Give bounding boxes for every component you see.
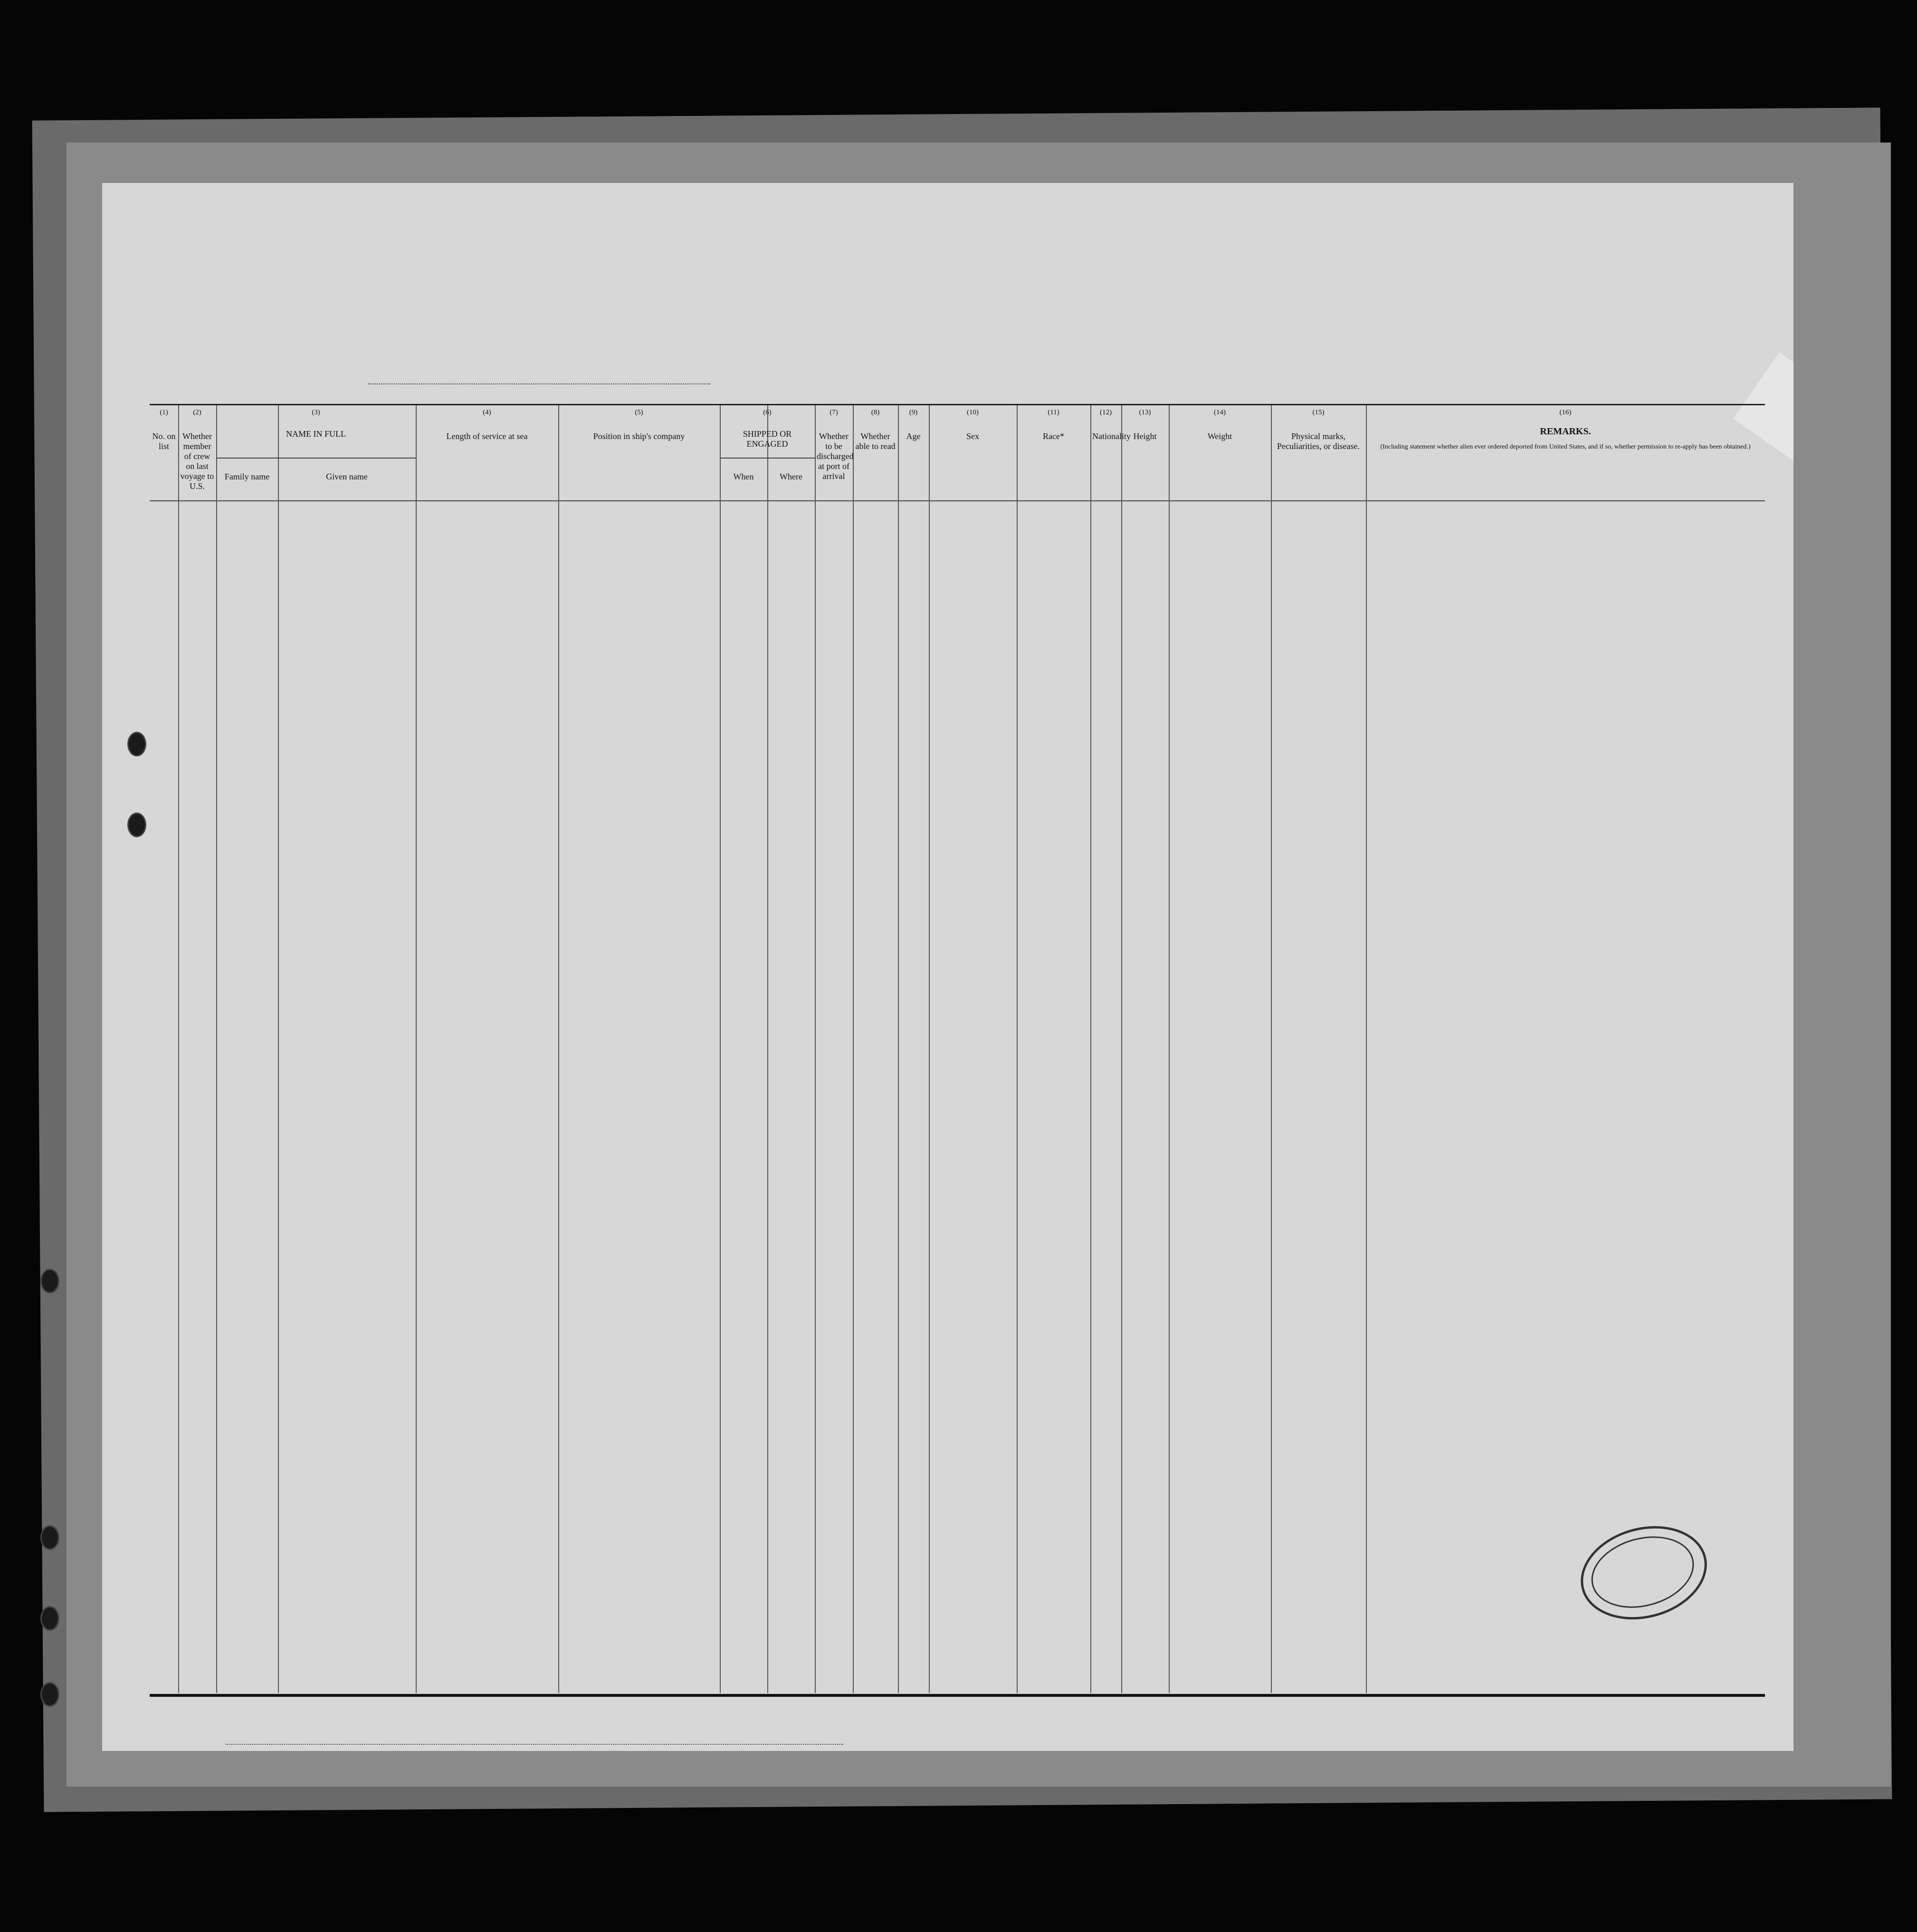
column-rule xyxy=(278,405,279,1693)
column-subheader: Family name xyxy=(224,472,270,481)
line-owners-underline xyxy=(226,1744,843,1745)
column-header: NAME IN FULL xyxy=(286,429,346,439)
column-number: (6) xyxy=(763,409,772,416)
column-rule xyxy=(1169,405,1170,1693)
binder-hole xyxy=(40,1269,59,1293)
column-rule xyxy=(1121,405,1122,1693)
column-number: (4) xyxy=(483,409,491,416)
column-header: Sex xyxy=(966,431,979,441)
column-subheader: When xyxy=(733,472,754,481)
column-number: (16) xyxy=(1559,409,1572,416)
column-number: (15) xyxy=(1312,409,1325,416)
column-number: (12) xyxy=(1100,409,1112,416)
column-header: Weight xyxy=(1207,431,1232,441)
column-header: Height xyxy=(1133,431,1157,441)
column-number: (8) xyxy=(871,409,880,416)
column-rule xyxy=(1090,405,1091,1693)
column-number: (5) xyxy=(635,409,643,416)
column-rule xyxy=(416,405,417,1693)
column-number: (3) xyxy=(312,409,320,416)
column-subheader: Given name xyxy=(326,472,368,481)
header-sub-rule xyxy=(216,458,416,459)
column-header: Physical marks, Peculiarities, or disease. xyxy=(1277,431,1360,451)
column-header: Whether able to read xyxy=(855,431,896,451)
column-number: (10) xyxy=(967,409,979,416)
column-header: REMARKS. xyxy=(1540,426,1591,437)
column-header: SHIPPED OR ENGAGED xyxy=(743,429,792,449)
column-header-note: (Including statement whether alien ever ordered deported from United States, and if so, whether permission to re-apply has been obtained.) xyxy=(1380,443,1751,450)
column-rule xyxy=(1271,405,1272,1693)
column-number: (1) xyxy=(160,409,168,416)
column-rule xyxy=(815,405,816,1693)
vessel-name-underline xyxy=(368,383,710,384)
column-header: Length of service at sea xyxy=(446,431,528,441)
column-header: No. on list xyxy=(152,431,176,451)
column-number: (2) xyxy=(193,409,201,416)
binder-hole xyxy=(40,1525,59,1550)
column-rule xyxy=(216,405,217,1693)
column-rule xyxy=(720,405,721,1693)
column-rule xyxy=(1017,405,1018,1693)
column-number: (7) xyxy=(830,409,838,416)
column-number: (11) xyxy=(1048,409,1059,416)
crew-manifest-table xyxy=(150,404,1765,1693)
column-rule xyxy=(767,405,768,1693)
manifest-page xyxy=(102,183,1793,1751)
column-rule xyxy=(853,405,854,1693)
column-header: Race* xyxy=(1043,431,1064,441)
column-rule xyxy=(929,405,930,1693)
header-bottom-rule xyxy=(150,500,1765,501)
column-number: (9) xyxy=(909,409,918,416)
column-header: Age xyxy=(906,431,921,441)
binder-hole xyxy=(127,813,146,837)
binder-hole xyxy=(127,732,146,756)
column-number: (14) xyxy=(1214,409,1226,416)
column-header: Position in ship's company xyxy=(593,431,685,441)
column-rule xyxy=(1366,405,1367,1693)
binder-hole xyxy=(40,1606,59,1631)
column-rule xyxy=(898,405,899,1693)
column-subheader: Where xyxy=(780,472,802,481)
column-header: Nationality xyxy=(1092,431,1131,441)
vessel-info-row xyxy=(102,363,1793,386)
column-rule xyxy=(178,405,179,1693)
column-header: Whether member of crew on last voyage to U.S. xyxy=(180,431,214,491)
column-header: Whether to be discharged at port of arrival xyxy=(817,431,854,481)
table-bottom-rule xyxy=(150,1694,1765,1697)
column-rule xyxy=(558,405,559,1693)
binder-hole xyxy=(40,1682,59,1707)
column-number: (13) xyxy=(1139,409,1151,416)
header-sub-rule xyxy=(720,458,815,459)
